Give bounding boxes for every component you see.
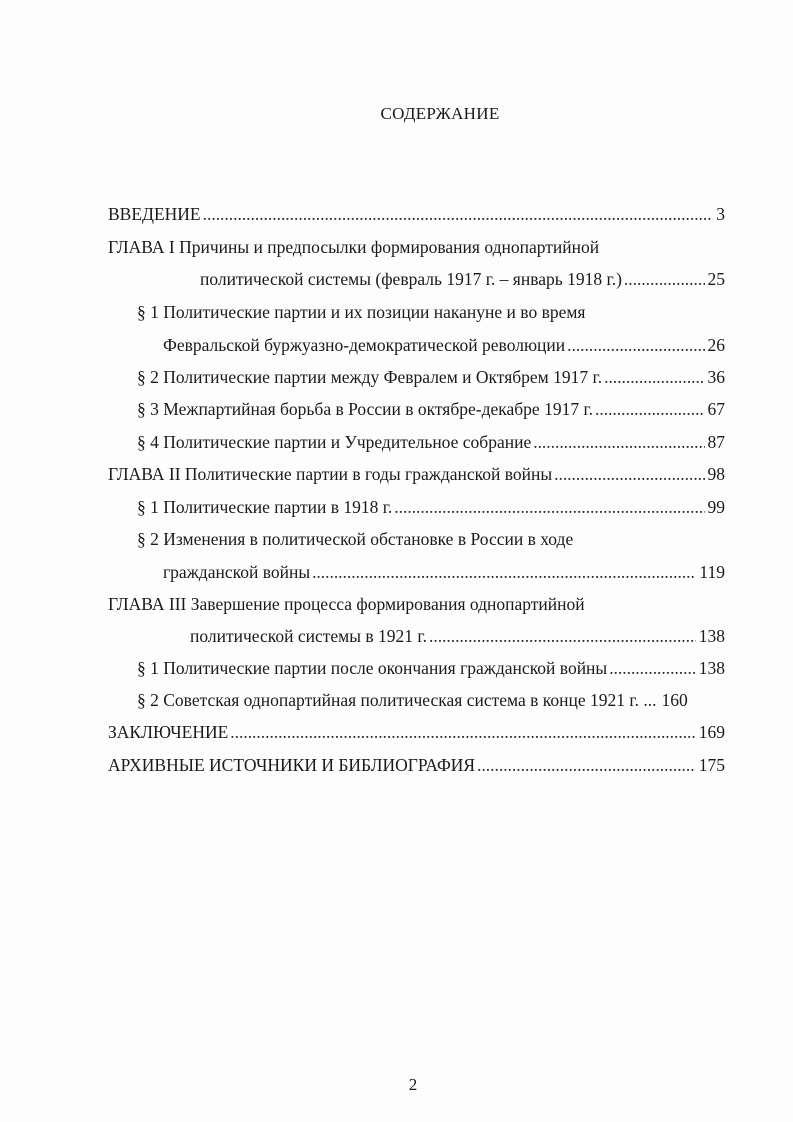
toc-entry-title: § 1 Политические партии и их позиции накануне и во время: [137, 302, 586, 322]
toc-entry-chapter-2-section-1: [137, 496, 725, 518]
toc-entry-title: Февральской буржуазно-демократической революции: [163, 335, 566, 355]
toc-leader-dots: [203, 203, 714, 225]
toc-entry-title: АРХИВНЫЕ ИСТОЧНИКИ И БИБЛИОГРАФИЯ: [108, 755, 476, 775]
toc-entry-title: ЗАКЛЮЧЕНИЕ: [108, 722, 229, 742]
toc-entry-page: 36: [707, 367, 725, 387]
toc-entry-title: ГЛАВА III Завершение процесса формирования однопартийной: [108, 594, 585, 614]
toc-entry-chapter-2-section-2: [163, 561, 725, 583]
toc-entry-title: политической системы (февраль 1917 г. – январь 1918 г.): [200, 269, 622, 289]
toc-entry-title: § 1 Политические партии после окончания гражданской войны: [137, 658, 608, 678]
toc-leader-dots: [609, 657, 696, 679]
toc-entry-chapter-1-section-1: [163, 334, 725, 356]
toc-entry-page: 160: [661, 690, 688, 710]
page-number: 2: [408, 1075, 418, 1094]
toc-entry-title: § 4 Политические партии и Учредительное собрание: [137, 432, 532, 452]
toc-entry-title: § 2 Советская однопартийная политическая система в конце 1921 г. ...: [137, 690, 657, 710]
toc-entry-title: ВВЕДЕНИЕ: [108, 204, 201, 224]
toc-leader-dots: [230, 721, 695, 743]
toc-entry-chapter-1-section-2: [137, 366, 725, 388]
toc-entry-title: § 2 Изменения в политической обстановке в России в ходе: [137, 529, 574, 549]
toc-entry-title: § 3 Межпартийная борьба в России в октябре-декабре 1917 г.: [137, 399, 594, 419]
toc-entry-page: 119: [699, 562, 725, 582]
toc-entry-page: 98: [707, 464, 725, 484]
toc-entry-chapter-1-line1: [108, 236, 725, 258]
toc-entry-chapter-1-section-4: [137, 431, 725, 453]
toc-leader-dots: [604, 366, 704, 388]
toc-entry-chapter-1-section-3: [137, 398, 725, 420]
toc-entry-chapter-3-section-1: [137, 657, 725, 679]
toc-leader-dots: [624, 268, 705, 290]
toc-entry-chapter-2: [108, 463, 725, 485]
toc-entry-chapter-2-section-2-line1: [137, 528, 725, 550]
toc-entry-page: 169: [698, 722, 725, 742]
toc-entry-sources: [108, 754, 725, 776]
toc-entry-page: 175: [698, 755, 725, 775]
toc-entry-chapter-1-section-1-line1: [137, 301, 725, 323]
toc-entry-introduction: [108, 203, 725, 225]
toc-leader-dots: [477, 754, 696, 776]
toc-entry-chapter-1: [200, 268, 725, 290]
toc-entry-page: 138: [698, 658, 725, 678]
toc-entry-title: гражданской войны: [163, 562, 311, 582]
toc-entry-page: 26: [707, 335, 725, 355]
toc-entry-page: 25: [707, 269, 725, 289]
toc-entry-chapter-3-section-2: [137, 689, 725, 711]
toc-leader-dots: [595, 398, 704, 420]
toc-entry-page: 67: [707, 399, 725, 419]
toc-leader-dots: [533, 431, 704, 453]
toc-entry-page: 87: [707, 432, 725, 452]
page-title: СОДЕРЖАНИЕ: [380, 104, 500, 123]
toc-entry-title: политической системы в 1921 г.: [190, 626, 427, 646]
toc-entry-chapter-3-line1: [108, 593, 725, 615]
toc-entry-page: 3: [716, 204, 725, 224]
toc-entry-conclusion: [108, 721, 725, 743]
toc-entry-chapter-3: [190, 625, 725, 647]
toc-entry-title: ГЛАВА I Причины и предпосылки формирования однопартийной: [108, 237, 600, 257]
toc-entry-title: § 1 Политические партии в 1918 г.: [137, 497, 393, 517]
toc-entry-page: 138: [698, 626, 725, 646]
toc-leader-dots: [567, 334, 704, 356]
toc-leader-dots: [554, 463, 704, 485]
toc-leader-dots: [312, 561, 696, 583]
toc-leader-dots: [394, 496, 704, 518]
toc-entry-title: § 2 Политические партии между Февралем и Октябрем 1917 г.: [137, 367, 603, 387]
toc-leader-dots: [429, 625, 696, 647]
toc-entry-page: 99: [707, 497, 725, 517]
toc-entry-title: ГЛАВА II Политические партии в годы гражданской войны: [108, 464, 553, 484]
